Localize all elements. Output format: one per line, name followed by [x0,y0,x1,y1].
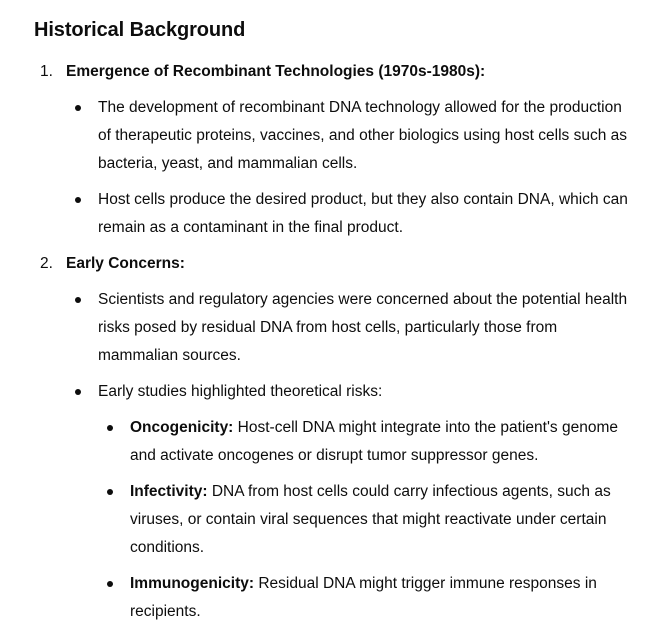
list-item-title: Emergence of Recombinant Technologies (1970s-1980s): [66,63,486,80]
list-number: 1. [40,63,53,80]
bullet-icon [75,389,81,395]
bullet-item [66,378,628,626]
bullet-icon [75,105,81,111]
list-number: 2. [40,255,53,272]
bullet-icon [75,297,81,303]
bullet-icon [75,197,81,203]
sub-bullet-term: Immunogenicity: [130,575,255,592]
bullet-list [66,94,657,242]
numbered-list [34,58,657,626]
list-item-2 [34,250,657,626]
bullet-icon [107,581,113,587]
bullet-icon [107,425,113,431]
sub-bullet-term: Infectivity: [130,483,208,500]
list-item-1 [34,58,657,242]
sub-bullet-text: Residual DNA might trigger immune responses in recipients. [130,575,597,620]
sub-bullet-item [98,570,630,626]
bullet-list [66,286,657,626]
sub-bullet-text: Host-cell DNA might integrate into the patient's genome and activate oncogenes or disrupt tumor suppressor genes. [130,419,618,464]
sub-bullet-item [98,414,630,470]
sub-bullet-list [98,414,628,626]
sub-bullet-item [98,478,630,562]
bullet-text: Early studies highlighted theoretical risks: [98,383,383,400]
bullet-text: Scientists and regulatory agencies were concerned about the potential health risks posed by residual DNA from host cells, particularly those from mammalian sources. [98,291,628,364]
section-heading: Historical Background [34,19,246,41]
bullet-text: Host cells produce the desired product, but they also contain DNA, which can remain as a contaminant in the final product. [98,191,628,236]
list-item-title: Early Concerns: [66,255,185,272]
bullet-text: The development of recombinant DNA technology allowed for the production of therapeutic proteins, vaccines, and other biologics using host cells such as bacteria, yeast, and mammalian cells. [98,99,628,172]
bullet-item [66,286,628,370]
bullet-item [66,94,628,178]
bullet-item [66,186,628,242]
sub-bullet-term: Oncogenicity: [130,419,234,436]
bullet-icon [107,489,113,495]
sub-bullet-text: DNA from host cells could carry infectious agents, such as viruses, or contain viral sequences that might reactivate under certain conditions. [130,483,611,556]
